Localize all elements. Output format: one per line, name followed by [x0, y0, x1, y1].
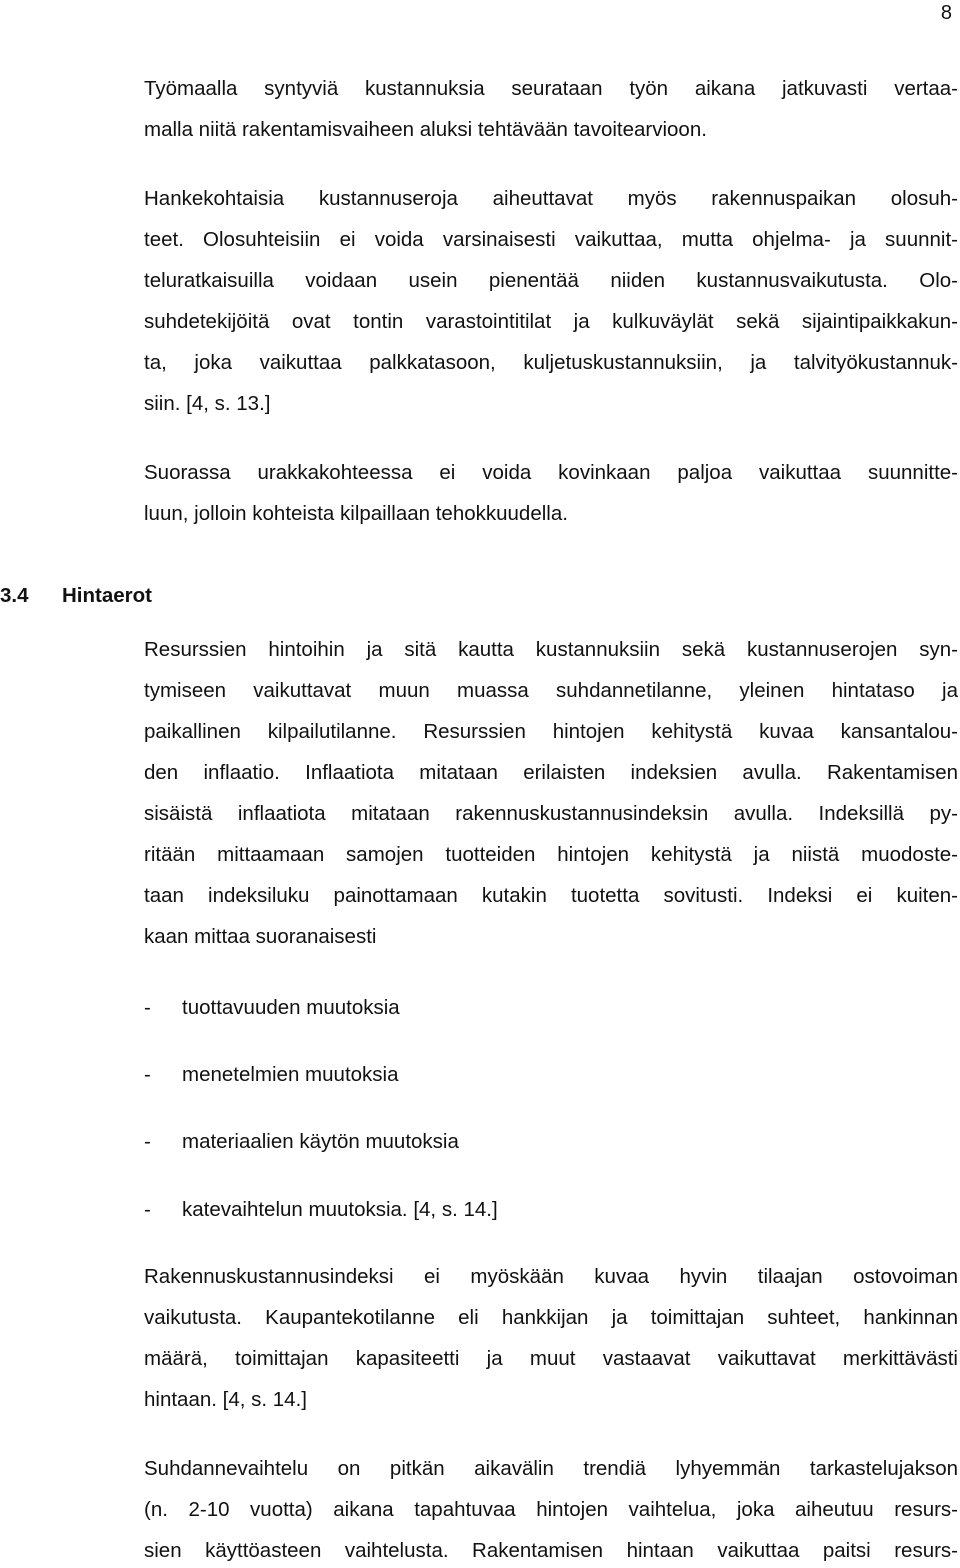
text-line: luun, jolloin kohteista kilpaillaan tehokkuudella.	[144, 502, 568, 525]
section-heading	[0, 584, 152, 608]
text-line: Suorassa urakkakohteessa ei voida kovinkaan paljoa vaikuttaa suunnitte-	[144, 461, 958, 484]
text-line: malla niitä rakentamisvaiheen aluksi tehtävään tavoitearvioon.	[144, 118, 707, 141]
list-item-text: katevaihtelun muutoksia. [4, s. 14.]	[182, 1198, 498, 1221]
text-line: taan indeksiluku painottamaan kutakin tuotetta sovitusti. Indeksi ei kuiten-	[144, 884, 958, 907]
text-line: Suhdannevaihtelu on pitkän aikavälin trendiä lyhyemmän tarkastelujakson	[144, 1457, 958, 1480]
text-line: määrä, toimittajan kapasiteetti ja muut vastaavat vaikuttavat merkittävästi	[144, 1347, 958, 1370]
text-line: hintaan. [4, s. 14.]	[144, 1388, 307, 1411]
text-line: suhdetekijöitä ovat tontin varastointitilat ja kulkuväylät sekä sijaintipaikkakun-	[144, 310, 958, 333]
page-number: 8	[940, 2, 952, 24]
text-line: Hankekohtaisia kustannuseroja aiheuttavat myös rakennuspaikan olosuh-	[144, 187, 958, 210]
text-line: sisäistä inflaatiota mitataan rakennuskustannusindeksin avulla. Indeksillä py-	[144, 802, 958, 825]
text-line: den inflaatio. Inflaatiota mitataan erilaisten indeksien avulla. Rakentamisen	[144, 761, 958, 784]
text-line: ritään mittaamaan samojen tuotteiden hintojen kehitystä ja niistä muodoste-	[144, 843, 958, 866]
section-number: 3.4	[0, 584, 29, 607]
section-title: Hintaerot	[62, 584, 152, 607]
list-dash: -	[144, 1130, 151, 1153]
list-dash: -	[144, 1063, 151, 1086]
text-line: Rakennuskustannusindeksi ei myöskään kuvaa hyvin tilaajan ostovoiman	[144, 1265, 958, 1288]
text-line: Työmaalla syntyviä kustannuksia seurataan työn aikana jatkuvasti vertaa-	[144, 77, 958, 100]
text-line: ta, joka vaikuttaa palkkatasoon, kuljetuskustannuksiin, ja talvityökustannuk-	[144, 351, 958, 374]
list-item-text: tuottavuuden muutoksia	[182, 996, 400, 1019]
text-line: tymiseen vaikuttavat muun muassa suhdannetilanne, yleinen hintataso ja	[144, 679, 958, 702]
text-line: Resurssien hintoihin ja sitä kautta kustannuksiin sekä kustannuserojen syn-	[144, 638, 958, 661]
list-item-text: materiaalien käytön muutoksia	[182, 1130, 459, 1153]
list-item-text: menetelmien muutoksia	[182, 1063, 399, 1086]
text-line: vaikutusta. Kaupantekotilanne eli hankkijan ja toimittajan suhteet, hankinnan	[144, 1306, 958, 1329]
text-line: (n. 2-10 vuotta) aikana tapahtuvaa hintojen vaihtelua, joka aiheutuu resurs-	[144, 1498, 958, 1521]
text-line: sien käyttöasteen vaihtelusta. Rakentamisen hintaan vaikuttaa paitsi resurs-	[144, 1539, 958, 1562]
text-line: paikallinen kilpailutilanne. Resurssien hintojen kehitystä kuvaa kansantalou-	[144, 720, 958, 743]
text-line: teluratkaisuilla voidaan usein pienentää niiden kustannusvaikutusta. Olo-	[144, 269, 958, 292]
text-line: siin. [4, s. 13.]	[144, 392, 271, 415]
text-line: kaan mittaa suoranaisesti	[144, 925, 377, 948]
list-dash: -	[144, 1198, 151, 1221]
text-line: teet. Olosuhteisiin ei voida varsinaisesti vaikuttaa, mutta ohjelma- ja suunnit-	[144, 228, 958, 251]
list-dash: -	[144, 996, 151, 1019]
